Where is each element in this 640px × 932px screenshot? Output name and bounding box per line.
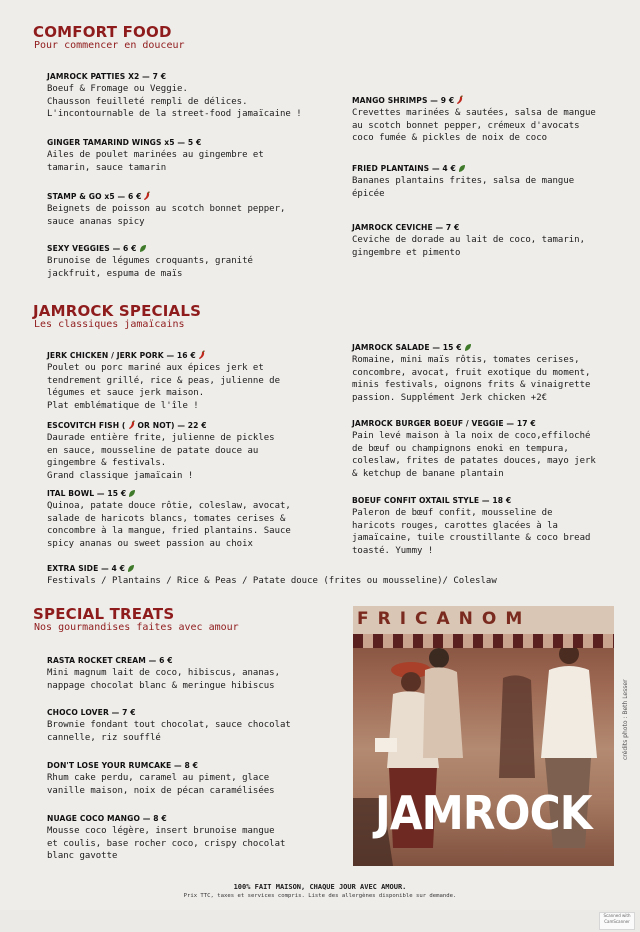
pepper-icon [198,350,206,360]
leaf-icon [128,489,136,498]
item-name: ITAL BOWL — 15 € [47,489,291,498]
photo-credit: crédits photo : Beth Lesser [622,679,629,760]
item-name: RASTA ROCKET CREAM — 6 € [47,656,173,665]
leaf-icon [458,164,466,173]
item-description: Brunoise de légumes croquants, granité jackfruit, espuma de maïs [47,256,253,279]
section-title-jamrock-specials: JAMROCK SPECIALS [33,302,202,320]
item-name: DON'T LOSE YOUR RUMCAKE — 8 € [47,761,199,770]
item-name: MANGO SHRIMPS — 9 € [352,95,596,105]
menu-item-ital-bowl [47,489,291,550]
item-name: NUAGE COCO MANGO — 8 € [47,814,167,823]
awning [353,634,614,648]
item-description: Bananes plantains frites, salsa de mangue épicée [352,176,575,199]
item-description: Daurade entière frite, julienne de pickles en sauce, mousseline de patate douce au gingembre & festivals. Grand classique jamaïcain ! [47,433,275,481]
section-title-special-treats: SPECIAL TREATS [33,605,175,623]
pepper-icon [456,95,464,105]
menu-item-nuage-coco-mango [47,814,285,863]
section-subtitle-comfort-food: Pour commencer en douceur [34,40,185,51]
item-description: Beignets de poisson au scotch bonnet pepper, sauce ananas spicy [47,204,286,227]
item-name: STAMP & GO x5 — 6 € [47,191,285,201]
leaf-icon [464,343,472,352]
item-description: Romaine, mini maïs rôtis, tomates cerises, concombre, avocat, fruit exotique du moment, minis festivals, oignons frits & vinaigrette passion. Supplément Jerk chicken +2€ [352,355,591,403]
menu-item-escovitch-fish [47,420,275,482]
item-name: EXTRA SIDE — 4 € [47,564,497,573]
item-description: Festivals / Plantains / Rice & Peas / Patate douce (frites ou mousseline)/ Coleslaw [47,576,497,586]
item-name: BOEUF CONFIT OXTAIL STYLE — 18 € [352,496,512,505]
item-description: Mini magnum lait de coco, hibiscus, ananas, nappage chocolat blanc & meringue hibiscus [47,668,280,691]
item-name: JAMROCK CEVICHE — 7 € [352,223,460,232]
menu-item-jamrock-patties [47,72,302,121]
menu-item-stamp-and-go [47,191,285,228]
item-name: ESCOVITCH FISH ( OR NOT) — 22 € [47,420,207,430]
item-name: JAMROCK SALADE — 15 € [352,343,590,352]
item-description: Poulet ou porc mariné aux épices jerk et tendrement grillé, rice & peas, julienne de légumes et sauce jerk maison. Plat emblématique de l'île ! [47,363,280,411]
section-subtitle-special-treats: Nos gourmandises faites avec amour [34,622,239,633]
menu-item-rumcake [47,761,275,797]
menu-item-extra-side [47,564,497,588]
menu-item-rasta-rocket-cream [47,656,280,692]
item-description: Brownie fondant tout chocolat, sauce chocolat cannelle, riz soufflé [47,720,291,743]
item-description: Ceviche de dorade au lait de coco, tamarin, gingembre et pimento [352,235,585,258]
leaf-icon [127,564,135,573]
jamrock-photo [353,606,614,866]
footer-tagline: 100% FAIT MAISON, CHAQUE JOUR AVEC AMOUR. [233,883,407,891]
item-description: Quinoa, patate douce rôtie, coleslaw, avocat, salade de haricots blancs, tomates cerises & concombre à la mangue, fried plantains. Sauce spicy ananas ou sweet passion au choix [47,501,291,549]
menu-item-ginger-tamarind-wings [47,138,264,174]
pepper-icon [128,420,136,430]
item-description: Pain levé maison à la noix de coco,effiloché de bœuf ou champignons enoki en tempura, coleslaw, frites de patates douces, mayo jerk & ketchup de banane plantain [352,431,596,479]
section-subtitle-jamrock-specials: Les classiques jamaïcains [34,319,185,330]
item-description: Rhum cake perdu, caramel au piment, glace vanille maison, noix de pécan caramélisées [47,773,275,796]
leaf-icon [139,244,147,253]
item-description: Boeuf & Fromage ou Veggie. Chausson feuilleté rempli de délices. L'incontournable de la street-food jamaïcaine ! [47,84,302,119]
menu-item-choco-lover [47,708,291,744]
item-name: CHOCO LOVER — 7 € [47,708,136,717]
item-description: Crevettes marinées & sautées, salsa de mangue au scotch bonnet pepper, crémeux d'avocats coco fumée & pickles de noix de coco [352,108,596,143]
storefront-sign-text: FRICANOM [357,609,532,629]
menu-item-jerk-chicken-pork [47,350,280,412]
item-description: Ailes de poulet marinées au gingembre et tamarin, sauce tamarin [47,150,264,173]
item-name: JAMROCK BURGER BOEUF / VEGGIE — 17 € [352,419,536,428]
item-name: FRIED PLANTAINS — 4 € [352,164,574,173]
menu-item-jamrock-burger [352,419,596,480]
menu-item-boeuf-confit [352,496,590,557]
item-name: SEXY VEGGIES — 6 € [47,244,253,253]
item-name: GINGER TAMARIND WINGS x5 — 5 € [47,138,202,147]
section-title-comfort-food: COMFORT FOOD [33,23,172,41]
menu-item-jamrock-salade [352,343,590,404]
item-description: Paleron de bœuf confit, mousseline de haricots rouges, carottes glacées à la jamaïcaine, tuile croustillante & coco bread toasté. Yummy ! [352,508,591,556]
menu-item-fried-plantains [352,164,574,200]
menu-item-mango-shrimps [352,95,596,145]
menu-item-jamrock-ceviche [352,223,585,259]
camscanner-badge [599,912,635,930]
jamrock-logo: JAMROCK [375,786,592,840]
item-name: JERK CHICKEN / JERK PORK — 16 € [47,350,280,360]
item-name: JAMROCK PATTIES X2 — 7 € [47,72,167,81]
item-description: Mousse coco légère, insert brunoise mangue et coulis, base rocher coco, crispy chocolat blanc gavotte [47,826,286,861]
footer-legal: Prix TTC, taxes et services compris. Liste des allergènes disponible sur demande. [183,893,457,899]
camscanner-line1: Scanned with [603,913,631,918]
camscanner-line2: CamScanner [604,919,630,924]
menu-item-sexy-veggies [47,244,253,280]
pepper-icon [143,191,151,201]
